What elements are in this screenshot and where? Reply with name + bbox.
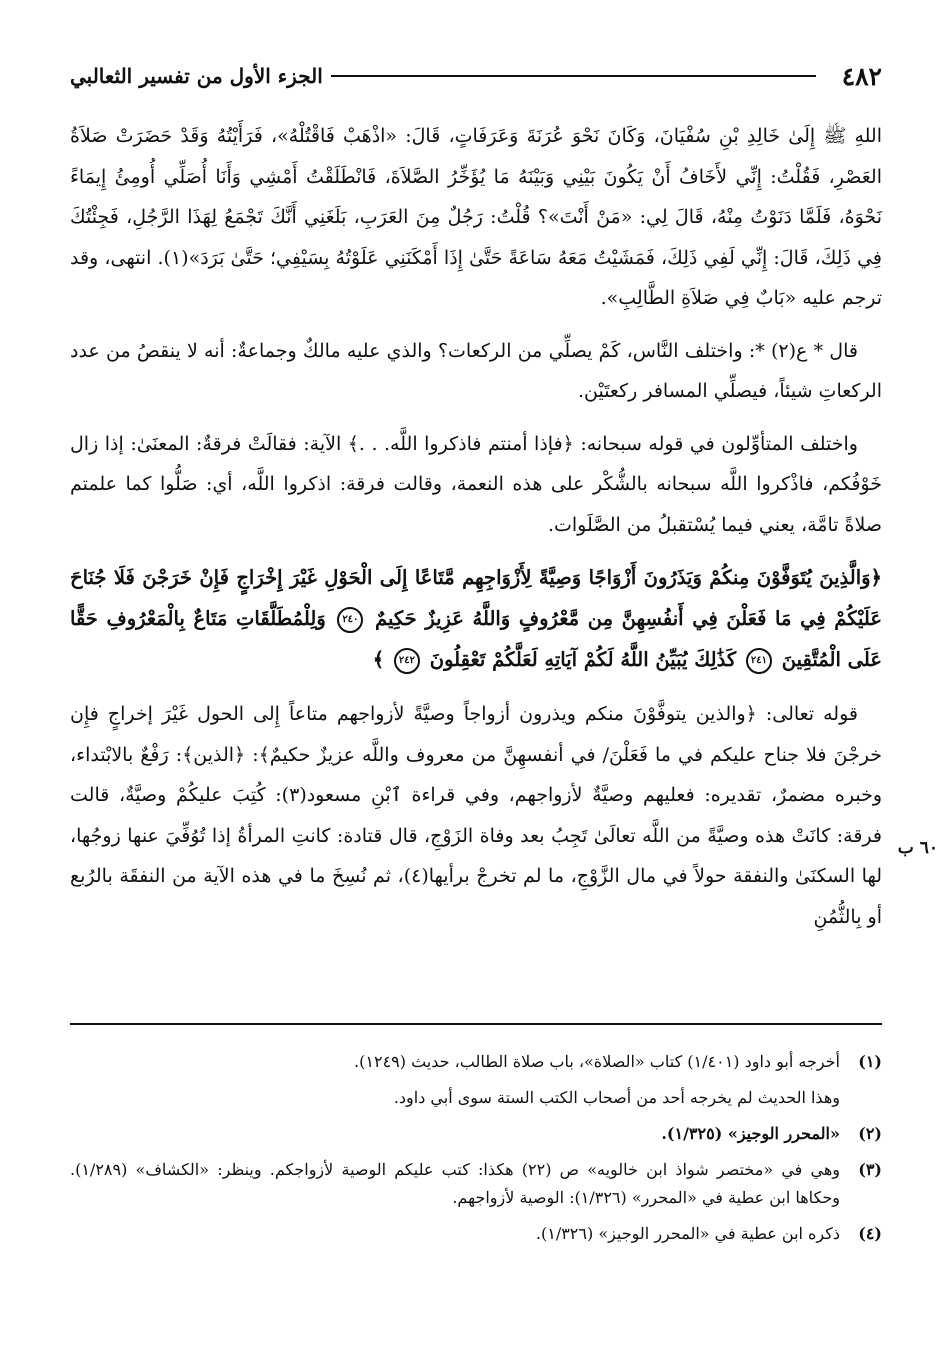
footnote-text: ذكره ابن عطية في «المحرر الوجيز» (١/٣٢٦). [535,1224,840,1243]
running-header [70,56,882,96]
quran-closing-bracket: ﴾ [372,648,385,671]
footnote-item [70,1084,882,1112]
running-title: الجزء الأول من تفسير الثعالبي [70,64,323,88]
footnote-number: (٣) [858,1160,882,1179]
footnote-text: أخرجه أبو داود (١/٤٠١) كتاب «الصلاة»، باب صلاة الطالب، حديث (١٢٤٩). [354,1052,840,1071]
paragraph-hadith: اللهِ ﷺ إِلَىٰ خَالِدِ بْنِ سُفْيَانَ، وَكَانَ نَحْوَ عُرَنَةَ وَعَرَفَاتٍ، قَالَ: «اذْهَبْ فَاقْتُلْهُ»، فَرَأَيْتُهُ وَقَدْ حَضَرَتْ صَلاَةُ العَصْرِ، فَقُلْتُ: إِنِّي لأَخَافُ أَنْ يَكُونَ بَيْنِي وَبَيْنَهُ مَا يُؤَخِّرُ الصَّلاَةَ، فَانْطَلَقْتُ أَمْشِي وَأَنَا أُصَلِّي أُومِئُ إِيمَاءً نَحْوَهُ، فَلَمَّا دَنَوْتُ مِنْهُ، قَالَ لِي: «مَنْ أَنْتَ»؟ قُلْتُ: رَجُلٌ مِنَ العَرَبِ، بَلَغَنِي أَنَّكَ تَجْمَعُ لِهَذَا الرَّجُلِ، فَجِئْتُكَ فِي ذَلِكَ، قَالَ: إِنِّي لَفِي ذَلِكَ، فَمَشَيْتُ مَعَهُ سَاعَةً حَتَّىٰ إِذَا أَمْكَنَنِي عَلَوْتُهُ بِسَيْفِي؛ حَتَّىٰ بَرَدَ»(١). انتهى، وقد ترجم عليه «بَابٌ فِي صَلاَةِ الطَّالِبِ». [70,125,882,309]
ayah-number-241: ٢٤١ [746,648,772,674]
footnote-text: وهي في «مختصر شواذ ابن خالويه» ص (٢٢) هكذا: كتب عليكم الوصية لأزواجكم. وينظر: «الكشاف» (١/٢٨٩). وحكاها ابن عطية في «المحرر» (١/٣٢٦): الوصية لأزواجهم. [70,1160,841,1207]
footnote-separator [70,1023,882,1025]
footnote-number [840,1084,882,1112]
paragraph-commentary: قوله تعالى: ﴿والذين يتوفَّوْنَ منكم ويذرون أزواجاً وصيَّةً لأزواجهم متاعاً إِلى الحول غَيْرَ إخراجٍ فإِن خرجْنَ فلا جناح عليكم في ما فَعَلْنَ/ في أنفسهِنَّ من معروف واللَّه عزيزٌ حكيمٌ﴾: ﴿الذين﴾: رَفْعٌ بالابْتداء، وخبره مضمرٌ، تقديره: فعليهم وصيَّةٌ لأزواجهم، وفي قراءة ٱبْنِ مسعود(٣): كُتِبَ عليكُمْ وصيَّةٌ، قالت فرقة: كانَتْ هذه وصيَّةً من اللَّه تعالَىٰ تَجِبُ بعد وفاة الزَوْجِ، قال قتادة: كانتِ المرأةُ إذا تُوُفِّيَ عنها زوجُها، لها السكنَىٰ والنفقة حولاً في مال الزَّوْجِ، ما لم تخرجْ برأيها(٤)، ثم نُسِخَ ما في هذه الآية من النفقَة بالرُبع أو بِالثُّمُنِ [70,703,883,928]
footnote-item [70,1048,882,1076]
footnote-text: «المحرر الوجيز» (١/٣٢٥). [661,1124,840,1143]
footnote-item [70,1156,882,1212]
footnote-item [70,1220,882,1248]
paragraph-interpreters: واختلف المتأوِّلون في قوله سبحانه: ﴿فإذا أمنتم فاذكروا اللَّه. . .﴾ الآية: فقالَتْ فرقةٌ: المعنَىٰ: إذا زال خَوْفُكم، فاذْكروا اللَّه سبحانه بالشُّكْر على هذه النعمة، وقالت فرقة: اذكروا اللَّه، أي: صَلُّوا كما علمتم صلاةً تامَّة، يعني فيما يُسْتقبلُ من الصَّلَوات. [70,432,882,536]
quran-verse-242: كَذَٰلِكَ يُبَيِّنُ اللَّهُ لَكُمْ آيَاتِهِ لَعَلَّكُمْ تَعْقِلُونَ [429,648,737,671]
header-rule [331,75,816,77]
footnote-text: وهذا الحديث لم يخرجه أحد من أصحاب الكتب الستة سوى أبي داود. [393,1088,840,1107]
ayah-number-242: ٢٤٢ [394,648,420,674]
footnote-number: (٤) [858,1224,882,1243]
footnotes [70,1048,882,1256]
quran-verse-241: وَلِلْمُطَلَّقَاتِ مَتَاعٌ بِالْمَعْرُوفِ حَقًّا عَلَى الْمُتَّقِينَ [70,607,882,671]
footnote-number: (٢) [858,1124,882,1143]
page-number: ٤٨٢ [841,61,882,91]
quran-verses [70,557,882,680]
manuscript-folio-marker: ٦٠ ب [897,838,938,858]
footnote-number: (١) [858,1052,882,1071]
quran-verse-240: ﴿وَالَّذِينَ يُتَوَفَّوْنَ مِنكُمْ وَيَذَرُونَ أَزْوَاجًا وَصِيَّةً لِأَزْوَاجِهِم مَّتَاعًا إِلَى الْحَوْلِ غَيْرَ إِخْرَاجٍ فَإِنْ خَرَجْنَ فَلَا جُنَاحَ عَلَيْكُمْ فِي مَا فَعَلْنَ فِي أَنفُسِهِنَّ مِن مَّعْرُوفٍ وَاللَّهُ عَزِيزٌ حَكِيمٌ [70,566,882,630]
ayah-number-240: ٢٤٠ [337,607,363,633]
paragraph-ibn-atiyya: قال * ع(٢) *: واختلف النَّاس، كَمْ يصلِّي من الركعات؟ والذي عليه مالكٌ وجماعةٌ: أنه لا ينقصُ من عدد الركعاتِ شيئاً، فيصلِّي المسافر ركعتَيْن. [70,339,882,402]
footnote-item [70,1120,882,1148]
main-text [70,116,882,949]
